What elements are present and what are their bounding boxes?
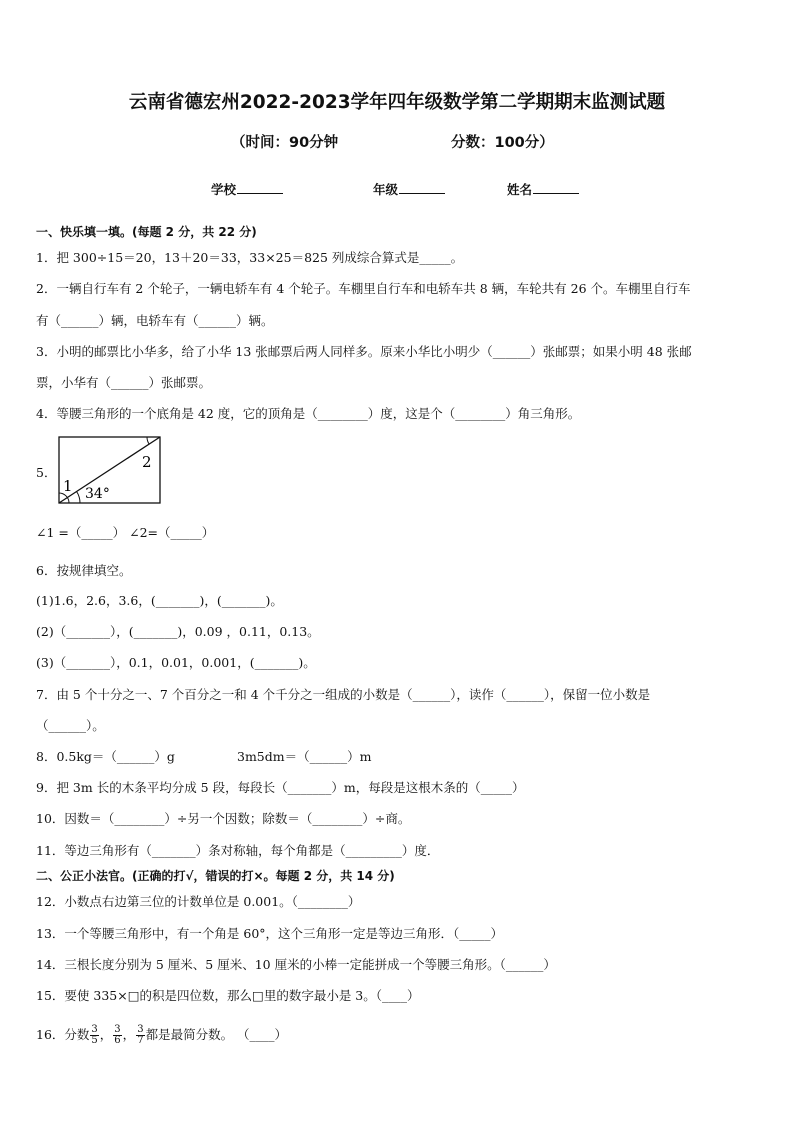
- question-2-line-2: 有（______）辆，电轿车有（______）辆。: [36, 313, 274, 328]
- school-label: 学校: [211, 182, 237, 197]
- school-field: [211, 180, 283, 198]
- angle-arc-34: [77, 492, 80, 504]
- grade-label: 年级: [373, 182, 399, 197]
- fraction-denominator: 5: [91, 1035, 98, 1046]
- question-16: [36, 1024, 287, 1046]
- angle-arc-2: [147, 437, 149, 444]
- question-7-line-1: 7．由 5 个十分之一、7 个百分之一和 4 个千分之一组成的小数是（______），读作（______），保留一位小数是: [36, 687, 651, 702]
- question-8-part-2: 3m5dm＝（______）m: [237, 749, 372, 764]
- question-15: 15．要使 335×□的积是四位数，那么□里的数字最小是 3。（____）: [36, 988, 420, 1003]
- question-5-number: 5．: [36, 465, 57, 480]
- angle-value-34: 34°: [85, 486, 110, 502]
- fraction-3-5: [90, 1025, 98, 1046]
- question-8-part-1: 8．0.5kg＝（______）g: [36, 749, 175, 764]
- question-11: 11．等边三角形有（_______）条对称轴，每个角都是（_________）度．: [36, 843, 440, 858]
- fraction-denominator: 6: [114, 1035, 121, 1046]
- grade-blank[interactable]: [399, 181, 445, 194]
- question-6-part-2: (2)（_______），(_______)，0.09 ，0.11，0.13。: [36, 624, 320, 639]
- section-2-title: 二、公正小法官。(正确的打√，错误的打×。每题 2 分，共 14 分): [36, 869, 395, 883]
- fraction-separator: ，: [99, 1027, 113, 1042]
- exam-time: （时间：90分钟: [231, 135, 339, 151]
- question-13: 13．一个等腰三角形中，有一个角是 60°，这个三角形一定是等边三角形．（_____）: [36, 926, 504, 941]
- question-9: 9．把 3m 长的木条平均分成 5 段，每段长（_______）m，每段是这根木条的（_____）: [36, 780, 525, 795]
- question-3-line-2: 票，小华有（______）张邮票。: [36, 375, 212, 390]
- fraction-numerator: 3: [91, 1024, 98, 1035]
- question-2-line-1: 2．一辆自行车有 2 个轮子，一辆电轿车有 4 个轮子。车棚里自行车和电轿车共 8 辆，车轮共有 26 个。车棚里自行车: [36, 281, 691, 296]
- question-5-answers: ∠1 =（_____） ∠2=（_____）: [36, 525, 215, 540]
- name-blank[interactable]: [533, 181, 579, 194]
- question-14: 14．三根长度分别为 5 厘米、5 厘米、10 厘米的小棒一定能拼成一个等腰三角形。（______）: [36, 957, 556, 972]
- question-10: 10．因数＝（________）÷另一个因数；除数＝（________）÷商。: [36, 811, 411, 826]
- grade-field: [373, 180, 445, 198]
- fraction-separator: ，: [122, 1027, 136, 1042]
- question-4: 4．等腰三角形的一个底角是 42 度，它的顶角是（________）度，这是个（________）角三角形。: [36, 406, 581, 421]
- name-label: 姓名: [507, 182, 533, 197]
- question-12: 12．小数点右边第三位的计数单位是 0.001。（________）: [36, 894, 361, 909]
- school-blank[interactable]: [237, 181, 283, 194]
- fraction-numerator: 3: [114, 1024, 121, 1035]
- fraction-numerator: 3: [137, 1024, 144, 1035]
- question-6-part-3: (3)（_______），0.1，0.01，0.001，(_______)。: [36, 655, 316, 670]
- page-title: 云南省德宏州2022-2023学年四年级数学第二学期期末监测试题: [128, 92, 666, 113]
- angle-label-1: 1: [63, 477, 73, 495]
- question-1: 1．把 300÷15＝20，13＋20＝33，33×25＝825 列成综合算式是_____。: [36, 250, 464, 265]
- fraction-3-7: [136, 1025, 144, 1046]
- rectangle-angle-figure: [36, 434, 166, 508]
- fraction-3-6: [113, 1025, 121, 1046]
- question-3-line-1: 3．小明的邮票比小华多，给了小华 13 张邮票后两人同样多。原来小华比小明少（______）张邮票；如果小明 48 张邮: [36, 344, 692, 359]
- angle-label-2: 2: [142, 453, 152, 471]
- question-16-prefix: 16．分数: [36, 1027, 90, 1042]
- question-7-line-2: （______）。: [36, 718, 105, 733]
- question-16-suffix: 都是最简分数。 （____）: [145, 1027, 288, 1042]
- section-1-title: 一、快乐填一填。(每题 2 分，共 22 分): [36, 225, 257, 239]
- question-6-stem: 6．按规律填空。: [36, 563, 132, 578]
- fraction-denominator: 7: [137, 1035, 144, 1046]
- name-field: [507, 180, 579, 198]
- question-6-part-1: (1)1.6，2.6，3.6，(_______)，(_______)。: [36, 593, 283, 608]
- exam-score: 分数：100分）: [451, 135, 554, 151]
